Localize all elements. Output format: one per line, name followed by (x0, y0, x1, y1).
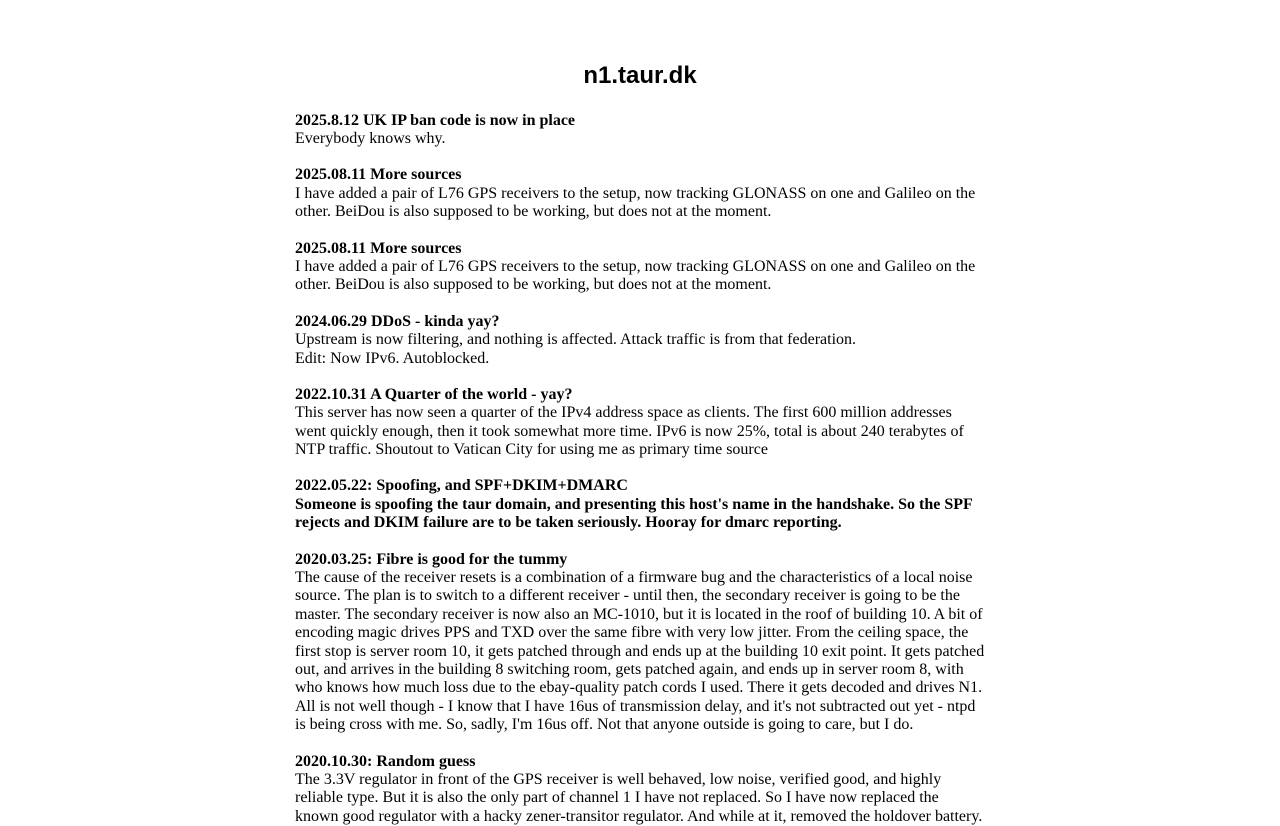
entry-heading: 2020.10.30: Random guess (295, 752, 476, 770)
entry-body-line: Someone is spoofing the taur domain, and presenting this host's name in the handshake. So the SPF rejects and DKIM failure are to be taken seriously. Hooray for dmarc reporting. (295, 495, 973, 532)
log-entry (295, 386, 985, 460)
entry-heading: 2025.08.11 More sources (295, 166, 462, 184)
entry-body-line: Upstream is now filtering, and nothing is affected. Attack traffic is from that federation. (295, 331, 857, 349)
entry-heading: 2020.03.25: Fibre is good for the tummy (295, 550, 568, 568)
page-title: n1.taur.dk (583, 62, 697, 89)
entry-heading: 2022.05.22: Spoofing, and SPF+DKIM+DMARC (295, 477, 628, 495)
log-entry (295, 477, 985, 532)
entry-heading: 2024.06.29 DDoS - kinda yay? (295, 312, 500, 330)
entry-heading: 2025.08.11 More sources (295, 239, 462, 257)
entry-body-line: I have added a pair of L76 GPS receivers to the setup, now tracking GLONASS on one and Galileo on the other. BeiDou is also supposed to be working, but does not at the moment. (295, 184, 976, 221)
log-entry (295, 313, 985, 368)
log-entry (295, 551, 985, 735)
entry-body-line: The cause of the receiver resets is a combination of a firmware bug and the characteristics of a local noise source. The plan is to switch to a different receiver - until then, the secondary receiver is going to be the master. The secondary receiver is now also an MC-1010, but it is located in the roof of building 10. A bit of encoding magic drives PPS and TXD over the same fibre with very low jitter. From the ceiling space, the first stop is server room 10, it gets patched through and ends up at the building 10 exit point. It gets patched out, and arrives in the building 8 switching room, gets patched again, and ends up in server room 8, with who knows how much loss due to the ebay-quality patch cords I used. There it gets decoded and drives N1. All is not well though - I know that I have 16us of transmission delay, and it's not subtracted out yet - ntpd is being cross with me. So, sadly, I'm 16us off. Not that anyone outside is going to care, but I do. (295, 569, 985, 734)
content-column (295, 0, 985, 826)
entry-heading: 2022.10.31 A Quarter of the world - yay? (295, 385, 573, 403)
log-entry (295, 112, 985, 149)
entry-body-line: I have added a pair of L76 GPS receivers to the setup, now tracking GLONASS on one and Galileo on the other. BeiDou is also supposed to be working, but does not at the moment. (295, 257, 976, 294)
entry-body-line: This server has now seen a quarter of the IPv4 address space as clients. The first 600 million addresses went quickly enough, then it took somewhat more time. IPv6 is now 25%, total is about 240 terabytes of NTP traffic. Shoutout to Vatican City for using me as primary time source (295, 404, 964, 459)
log-entry (295, 753, 985, 826)
entry-body-line: Edit: Now IPv6. Autoblocked. (295, 349, 490, 367)
entry-body-line: The 3.3V regulator in front of the GPS receiver is well behaved, low noise, verified good, and highly reliable type. But it is also the only part of channel 1 I have not replaced. So I have now replaced the known good regulator with a hacky zener-transitor regulator. And while at it, removed the holdover battery. (295, 770, 983, 825)
entry-heading: 2025.8.12 UK IP ban code is now in place (295, 111, 576, 129)
log-entry (295, 240, 985, 295)
log-entry (295, 166, 985, 221)
entry-body-line: Everybody knows why. (295, 129, 446, 147)
